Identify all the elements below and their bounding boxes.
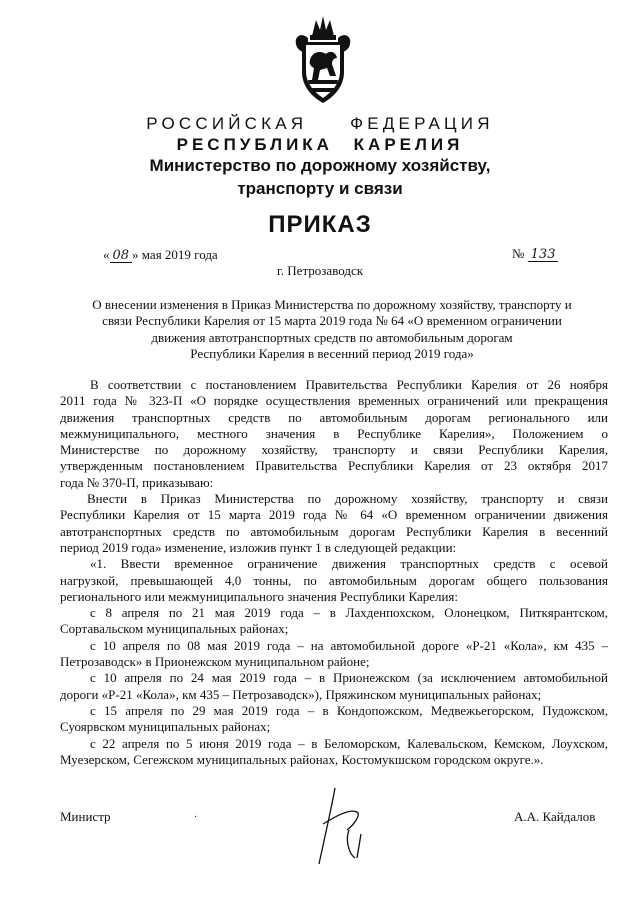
- title-line: О внесении изменения в Приказ Министерства по дорожному хозяйству, транспорту и: [92, 297, 572, 312]
- body-line: межмуниципального, местного значения в Республике Карелия», Положением о: [60, 425, 608, 441]
- body-line: Министерстве по дорожному хозяйству, транспорту и связи Республики Карелия,: [60, 442, 608, 458]
- body-line: «1. Ввести временное ограничение движения транспортных средств с осевой: [90, 556, 608, 572]
- order-body: [60, 377, 608, 768]
- stray-mark: ·: [194, 812, 198, 823]
- country-heading: РОССИЙСКАЯ ФЕДЕРАЦИЯ: [146, 114, 494, 133]
- date-open-quote: «: [103, 247, 110, 262]
- city-line: г. Петрозаводск: [276, 263, 364, 278]
- body-line: с 15 апреля по 29 мая 2019 года – в Кондопожском, Медвежьегорском, Пудожском,: [90, 702, 608, 718]
- body-line: движения транспортных средств по автомобильным дорогам регионального или: [60, 409, 608, 425]
- date-day-handwritten: 08: [110, 249, 133, 263]
- coat-of-arms-emblem: [292, 14, 354, 106]
- body-line: период 2019 года» изменение, изложив пункт 1 в следующей редакции:: [60, 539, 457, 555]
- number-label: №: [512, 246, 525, 261]
- body-line: с 10 апреля по 08 мая 2019 года – на автомобильной дороге «Р-21 «Кола», км 435 –: [90, 637, 608, 653]
- body-line: 2011 года № 323-П «О порядке осуществления временных ограничений или прекращения: [60, 393, 608, 409]
- body-line: Сортавальском муниципальных районах;: [60, 621, 289, 637]
- body-line: с 8 апреля по 21 мая 2019 года – в Лахденпохском, Олонецком, Питкярантском,: [90, 605, 608, 621]
- body-line: автотранспортных средств по автомобильным дорогам Республики Карелия в весенний: [60, 523, 608, 539]
- body-line: Муезерском, Сегежском муниципальных районах, Костомукшском городском округе.».: [60, 751, 544, 767]
- title-line: движения автотранспортных средств по автомобильным дорогам: [151, 329, 513, 345]
- ministry-name-line1: Министерство по дорожному хозяйству,: [149, 156, 491, 175]
- body-line: года № 370-П, приказываю:: [60, 474, 214, 490]
- body-line: Петрозаводск» в Прионежском муниципальном районе;: [60, 654, 370, 670]
- order-title: [56, 297, 608, 362]
- number-handwritten: 133: [528, 248, 559, 262]
- body-line: нагрузкой, превышающей 4,0 тонны, по автомобильным дорогам общего пользования: [60, 572, 608, 588]
- document-number: [512, 246, 558, 262]
- title-line: Республики Карелия в весенний период 2019 года»: [190, 345, 474, 361]
- date-rest: » мая 2019 года: [132, 247, 218, 262]
- signatory-name: А.А. Кайдалов: [514, 809, 596, 824]
- body-line: дороги «Р-21 «Кола», км 435 – Петрозаводск»), Пряжинском муниципальных районах;: [60, 686, 542, 702]
- body-line: В соответствии с постановлением Правительства Республики Карелия от 26 ноября: [90, 377, 608, 392]
- body-line: с 22 апреля по 5 июня 2019 года – в Беломорском, Калевальском, Кемском, Лоухском,: [90, 735, 608, 751]
- body-line: утвержденным постановлением Правительства Республики Карелия от 23 октября 2017: [60, 458, 608, 474]
- title-line: связи Республики Карелия от 15 марта 2019 года № 64 «О временном ограничении: [102, 313, 562, 329]
- ministry-name-line2: транспорту и связи: [237, 179, 403, 198]
- handwritten-signature: [305, 784, 375, 868]
- republic-heading: РЕСПУБЛИКА КАРЕЛИЯ: [176, 135, 464, 154]
- document-type-title: ПРИКАЗ: [268, 211, 372, 238]
- body-line: Внести в Приказ Министерства по дорожному хозяйству, транспорту и связи: [87, 491, 608, 507]
- signatory-position: Министр: [60, 809, 111, 824]
- body-line: регионального или межмуниципального значения Республики Карелия:: [60, 588, 459, 604]
- document-date: [103, 247, 218, 263]
- body-line: с 10 апреля по 24 мая 2019 года – в Прионежском (за исключением автомобильной: [90, 670, 608, 686]
- body-line: Республики Карелия от 15 марта 2019 года № 64 «О временном ограничении движения: [60, 507, 608, 523]
- body-line: Суоярвском муниципальных районах;: [60, 719, 271, 735]
